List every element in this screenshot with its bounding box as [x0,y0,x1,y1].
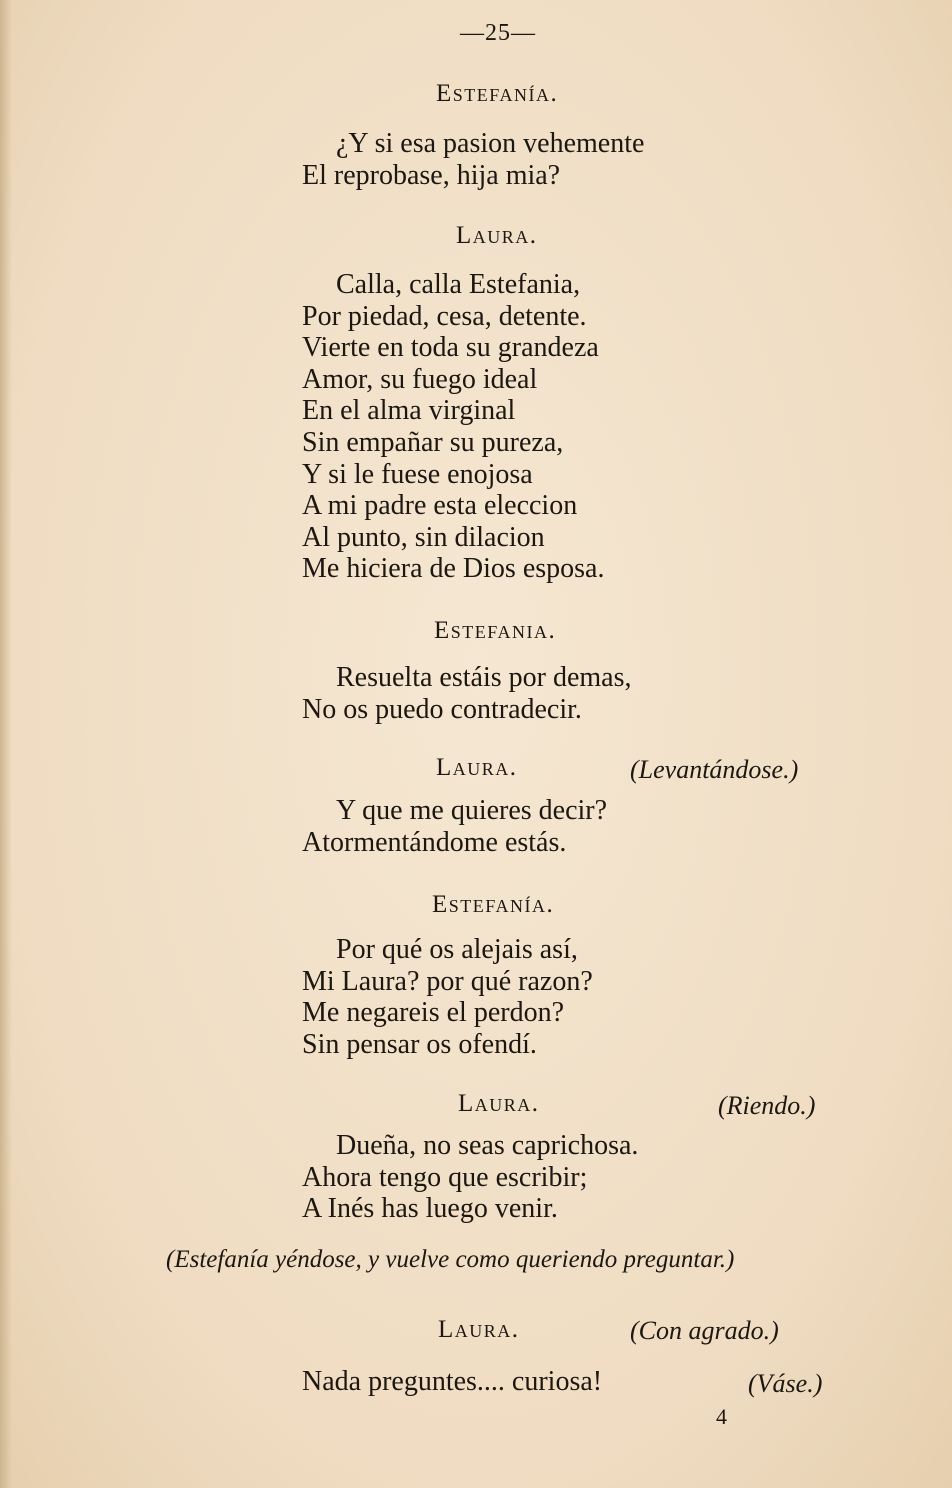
verse-line: No os puedo contradecir. [302,693,582,725]
verse-line: Calla, calla Estefania, [336,269,581,300]
verse-line: A mi padre esta eleccion [302,490,578,522]
speaker-name: Estefania. [434,617,557,644]
verse-line: ¿Y si esa pasion vehemente [336,128,645,159]
signature-mark: 4 [716,1404,727,1429]
exit-direction: (Váse.) [748,1369,823,1398]
verse-line: Resuelta estáis por demas, [336,662,632,693]
verse-stanza [302,1130,638,1225]
verse-line: Por piedad, cesa, detente. [302,300,587,332]
verse-line: Vierte en toda su grandeza [302,332,599,364]
verse-line: Sin pensar os ofendí. [302,1028,537,1060]
verse-stanza [302,795,607,858]
speaker-name: Estefanía. [432,891,555,918]
verse-line: Dueña, no seas caprichosa. [336,1130,639,1161]
verse-line: Me hiciera de Dios esposa. [302,553,605,585]
verse-line: Me negareis el perdon? [302,997,564,1029]
verse-stanza [302,934,593,1060]
speaker-name: Laura. [436,754,518,781]
verse-line: Y que me quieres decir? [336,795,608,826]
verse-stanza [302,662,631,725]
verse-line: A Inés has luego venir. [302,1193,558,1225]
verse-line: El reprobase, hija mia? [302,159,561,191]
speaker-name: Laura. [456,222,538,249]
verse-line: Ahora tengo que escribir; [302,1161,588,1193]
verse-line: Atormentándome estás. [302,826,567,858]
verse-line: Al punto, sin dilacion [302,521,545,553]
verse-line: Amor, su fuego ideal [302,363,538,395]
verse-line: Sin empañar su pureza, [302,426,564,458]
speaker-name: Laura. [458,1090,540,1117]
verse-line: Y si le fuese enojosa [302,458,533,490]
verse-stanza [302,1366,602,1398]
verse-stanza [302,128,644,191]
stage-direction: (Estefanía yéndose, y vuelve como queriendo preguntar.) [166,1246,735,1273]
speaker-name: Laura. [438,1316,520,1343]
verse-line: Por qué os alejais así, [336,934,578,965]
verse-line: Mi Laura? por qué razon? [302,965,593,997]
stage-direction: (Con agrado.) [630,1316,779,1345]
verse-line: En el alma virginal [302,395,516,427]
speaker-name: Estefanía. [436,80,559,107]
stage-direction: (Riendo.) [718,1091,816,1120]
verse-stanza [302,269,604,585]
page-number: —25— [460,20,536,46]
stage-direction: (Levantándose.) [630,755,799,784]
verse-line: Nada preguntes.... curiosa! [302,1366,603,1397]
